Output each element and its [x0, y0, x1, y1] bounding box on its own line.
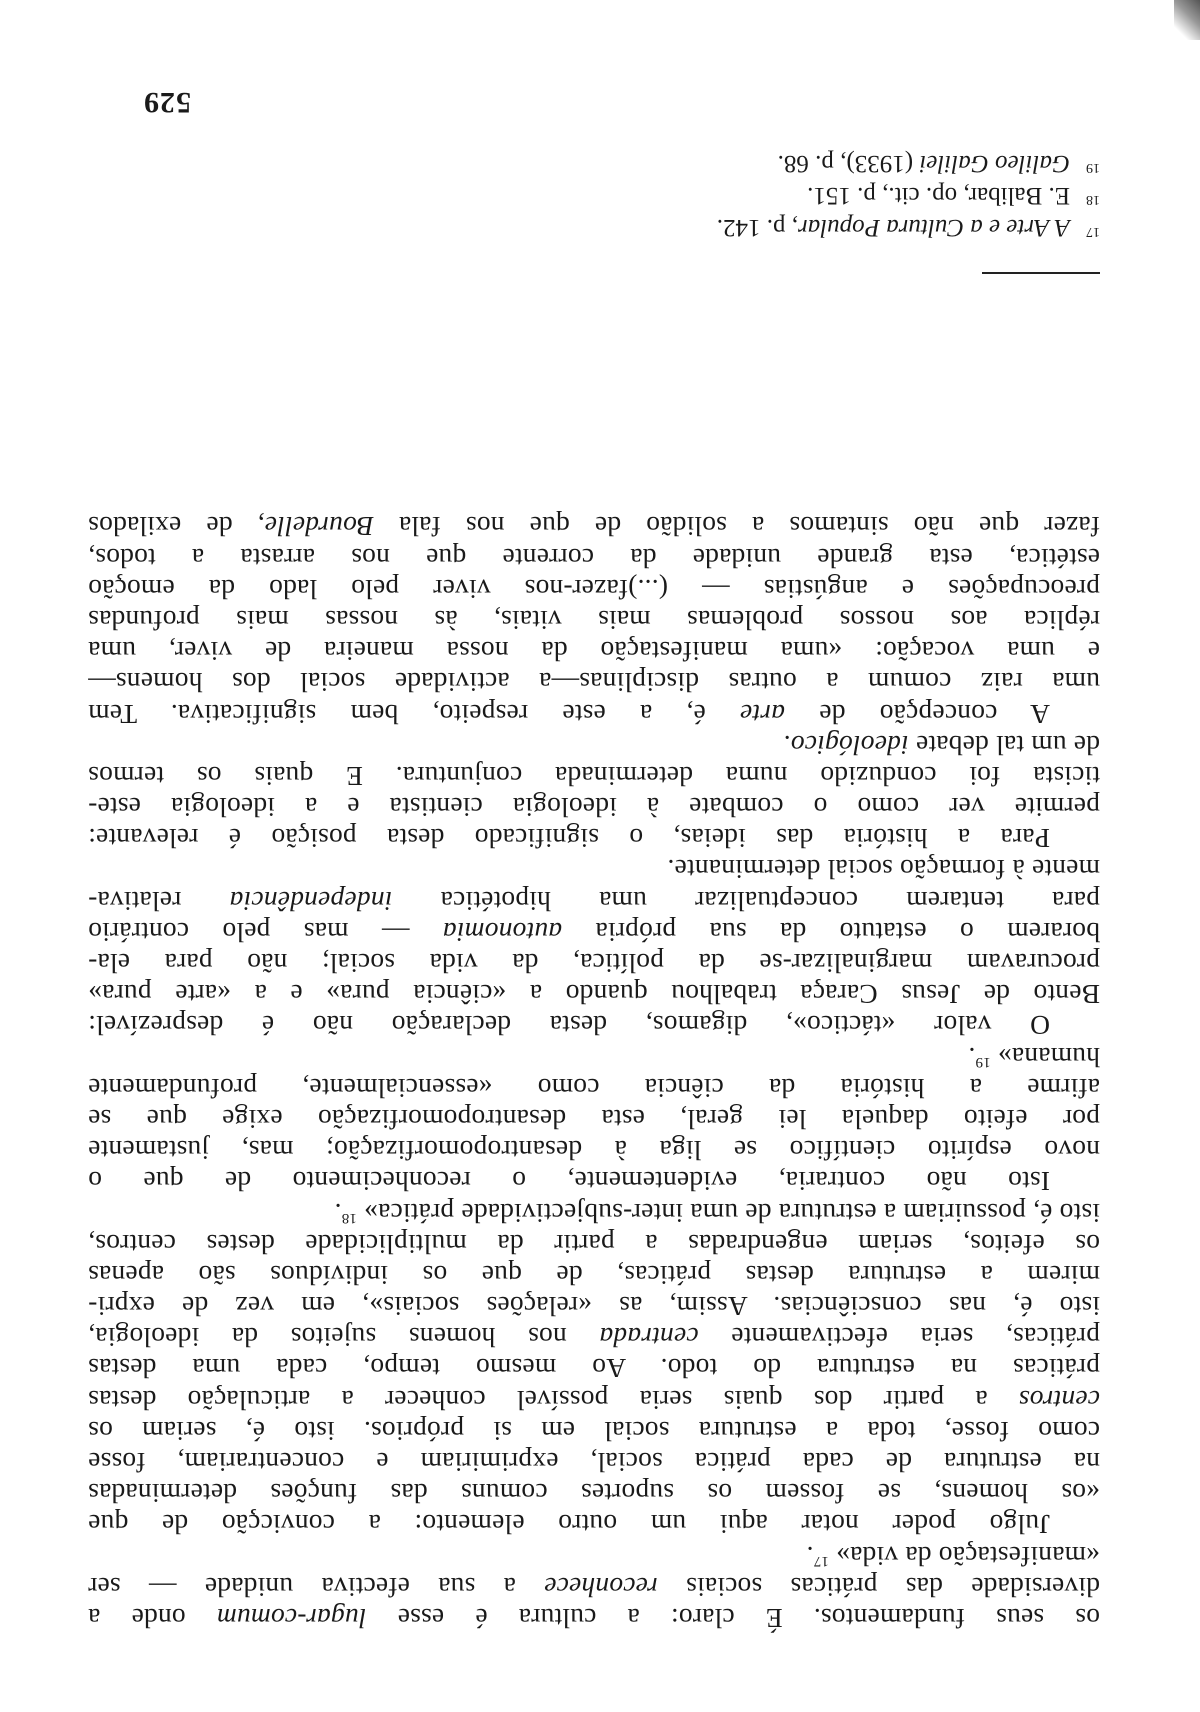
text-line: isto é, nas consciências. Assim, as «relações sociais», em vez de expri-	[88, 1291, 1100, 1323]
text-line: práticas, seria efectivamente centrada nos homens sujeitos da ideologia,	[87, 1322, 1100, 1354]
text-line: por efeito daquela lei geral, esta desantropomorfização exige que se	[88, 1104, 1100, 1135]
text-line: na estrutura de cada prática social, exprimiriam e concentrariam, fosse	[88, 1447, 1100, 1479]
body-text	[88, 511, 1100, 1634]
text-line: afirme a história da ciência como «essencialmente, profundamente	[88, 1072, 1100, 1104]
text-line: os efeitos, seriam engendradas a partir da multiplicidade destes centros,	[88, 1228, 1100, 1260]
text-line: O valor «táctico», digamos, desta declaração não é desprezível:	[88, 1010, 1050, 1042]
footnote-number: 17	[1086, 224, 1100, 239]
text-line: novo espírito científico se liga à desantropomorfização; mas, justamente	[88, 1135, 1100, 1167]
footnote-number: 19	[1086, 160, 1100, 175]
text-line: ticista foi conduzido numa determinada conjuntura. E quais os termos	[88, 760, 1100, 792]
footnote-text: Galileo Galilei (1933), p. 68.	[777, 150, 1070, 177]
text-line: borarem o estatuto da sua própria autonomia — mas pelo contrário	[88, 916, 1100, 948]
text-line: fazer que não sintamos a solidão de que nos fala Bourdelle, de exilados	[88, 511, 1100, 543]
text-line: como fosse, toda a estrutura social em si próprios. isto é, seriam os	[88, 1415, 1100, 1447]
text-line: Isto não contraria, evidentemente, o reconhecimento de que o	[88, 1166, 1050, 1198]
footnote	[300, 151, 1100, 183]
footnote-text: A Arte e a Cultura Popular, p. 142.	[716, 214, 1070, 241]
page-number: 529	[143, 86, 191, 119]
text-line: de um tal debate ideológico.	[783, 729, 1100, 761]
text-line: centros a partir dos quais seria possível conhecer a articulação destas	[88, 1384, 1100, 1416]
text-line: Julgo poder notar aqui um outro elemento: a convicção de que	[88, 1509, 1050, 1541]
footnote	[300, 183, 1100, 215]
footnote-text: E. Balibar, op. cit., p. 151.	[807, 182, 1070, 209]
text-line: Bento de Jesus Caraça trabalhou quando a «ciência pura» e a «arte pura»	[88, 979, 1100, 1011]
text-line: «os homens, se fossem os suportes comuns das funções determinadas	[88, 1478, 1100, 1510]
footnote-rule	[982, 272, 1100, 274]
footnote	[300, 215, 1100, 247]
text-line: isto é, possuiriam a estrutura de uma inter-subjectividade prática» $^{18}$.	[334, 1197, 1100, 1229]
text-line: uma raiz comum a outras disciplinas—a actividade social dos homens—	[88, 667, 1100, 699]
text-line: mente à formação social determinante.	[667, 854, 1100, 886]
text-line: para tentarem conceptualizar uma hipotética independência relativa-	[87, 885, 1100, 917]
text-line: mirem a estrutura destas práticas, de que os indivíduos são apenas	[88, 1259, 1100, 1291]
text-line: «manifestação da vida» $^{17}$.	[806, 1540, 1100, 1572]
text-line: A concepção de arte é, a este respeito, bem significativa. Tem	[87, 698, 1050, 730]
text-line: estética, esta grande unidade da corrente que nos arrasta a todos,	[88, 542, 1100, 574]
text-line: e uma vocação: «uma manifestação da nossa maneira de viver, uma	[88, 636, 1100, 668]
text-line: humana» $^{19}$.	[968, 1041, 1100, 1073]
text-line: diversidade das práticas sociais reconhece a sua efectiva unidade — ser	[88, 1571, 1100, 1603]
text-line: permite ver como o combate à ideologia cientista e a ideologia este-	[88, 792, 1100, 824]
text-line: réplica aos nossos problemas mais vitais, às nossas mais profundas	[88, 605, 1100, 636]
text-line: preocupações e angústias — (...)fazer-nos viver pelo lado da emoção	[88, 573, 1100, 605]
footnote-number: 18	[1086, 192, 1100, 207]
text-line: práticas na estrutura do todo. Ao mesmo tempo, cada uma destas	[88, 1353, 1100, 1385]
text-line: os seus fundamentos. É claro: a cultura é esse lugar-comum onde a	[88, 1603, 1100, 1634]
footnotes	[300, 151, 1100, 247]
text-line: Para a história das ideias, o significado desta posição é relevante:	[88, 823, 1050, 855]
text-line: procuravam marginalizar-se da política, da vida social; não para ela-	[88, 948, 1100, 980]
